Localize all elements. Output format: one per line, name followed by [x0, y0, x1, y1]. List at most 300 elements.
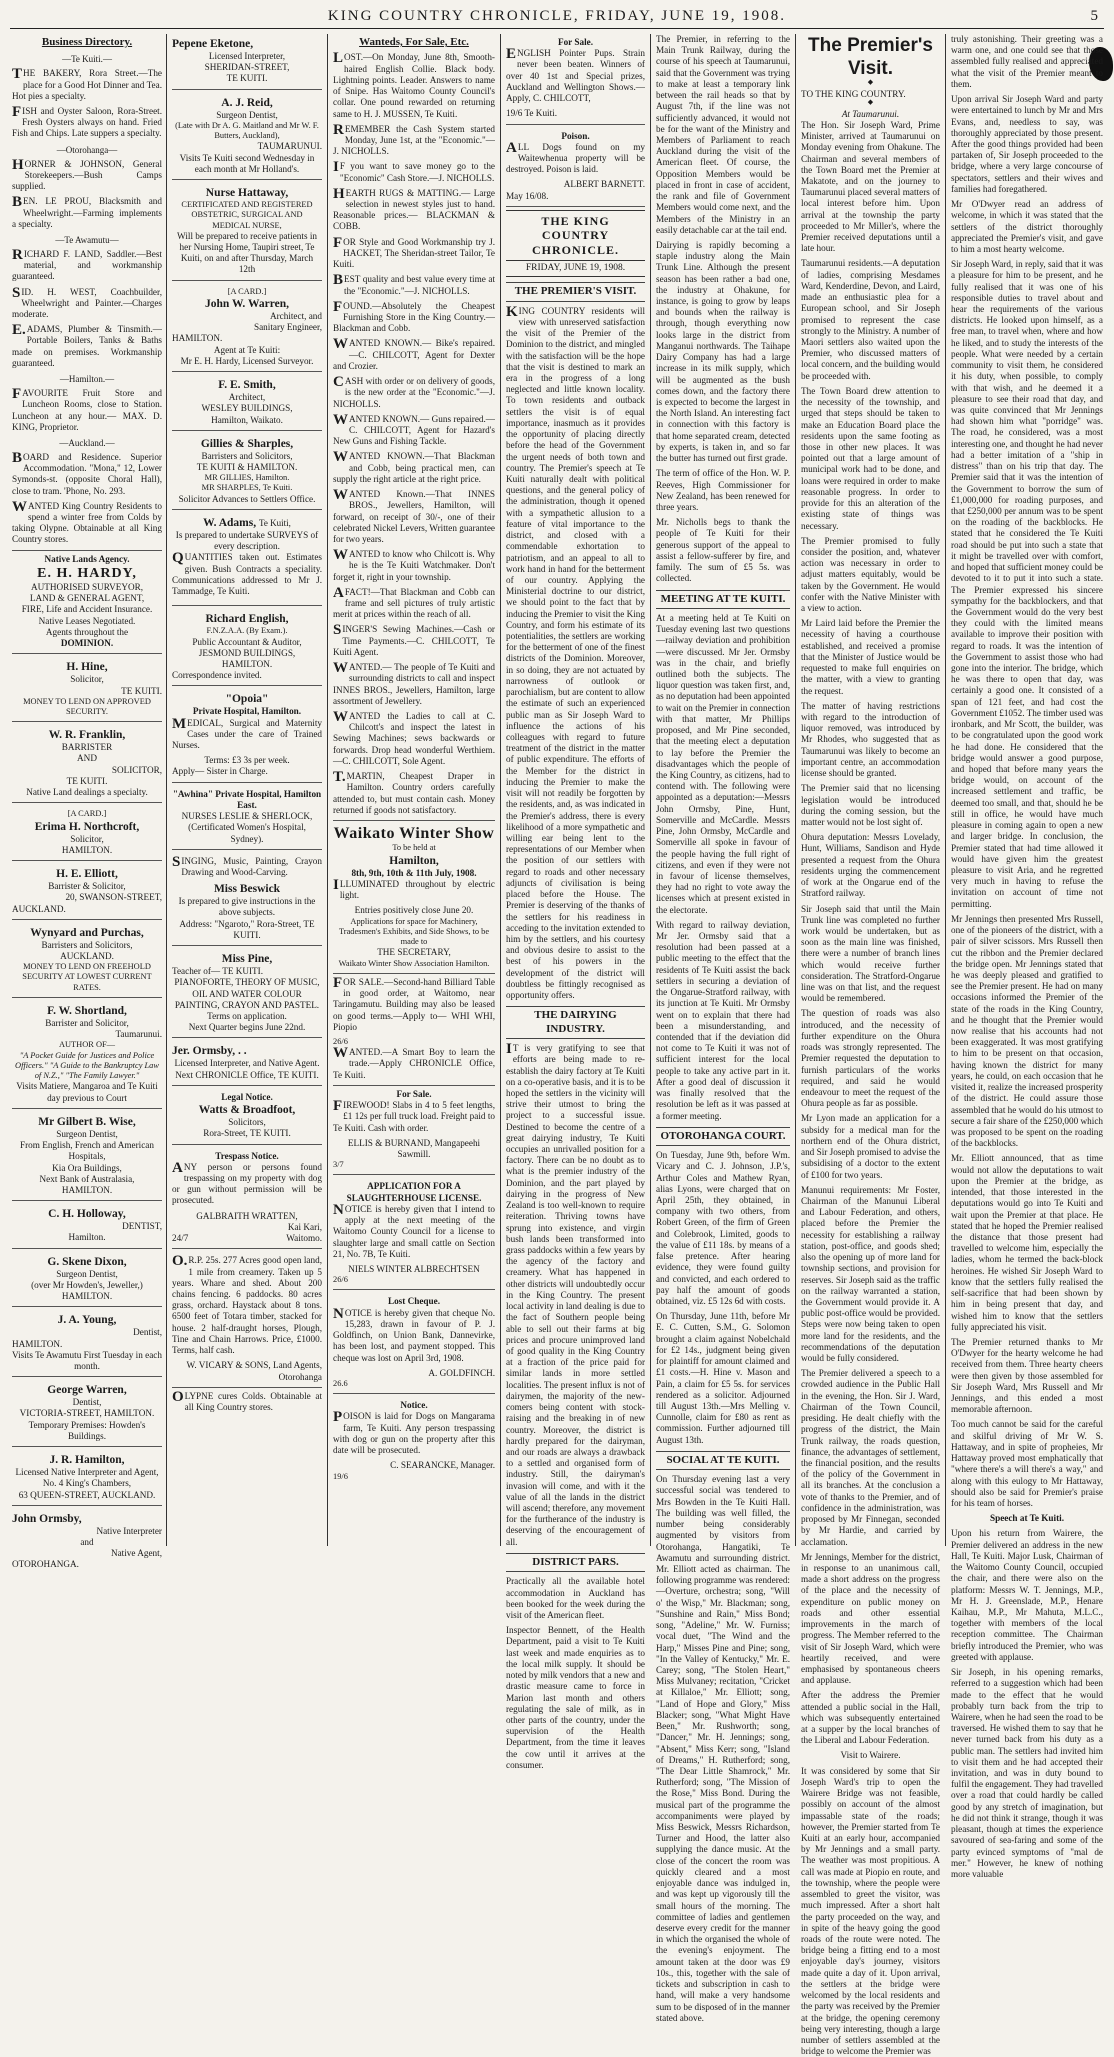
premiers-visit-subtitle: TO THE KING COUNTRY.	[801, 88, 906, 99]
masthead-rule	[10, 28, 1104, 29]
article-paragraph: Practically all the available hotel accommodation in Auckland has been booked for the week during the visit of the American fleet.	[506, 1576, 645, 1620]
ad-line: Sanitary Engineer,	[253, 322, 322, 333]
ad-line: Solicitor,	[70, 674, 104, 685]
ad-line: Hamilton,	[389, 854, 439, 867]
ad-line: Agents throughout the	[45, 626, 129, 637]
classified-ad: FOUND.—Absolutely the Cheapest Furnishing Store in the King Country.—Blackman and Cobb.	[333, 298, 495, 334]
subsection-heading: At Taumarunui.	[841, 108, 900, 119]
ad-name: H. Hine,	[66, 661, 108, 674]
ad-line: Applications for space for Machinery, Tradesmen's Exhibits, and Side Shows, to be made to	[338, 916, 490, 947]
ad-line: DOMINION.	[60, 638, 114, 649]
ad-holloway	[12, 1204, 162, 1248]
column-rule	[327, 34, 328, 1546]
ad-line: O.R.P. 25s. 277 Acres good open land, 1 mile from creamery. Taken up 5 years. Whare and shed. About 200 chains fencing. 6 paddocks. 80 acres grass, orchard. Haystack about 8 tons. 6500 feet of Totara timber, stacked for house. 2 half-draught horses, Plough, Tine and Chain Harrows. Price, £1000. Terms, half cash.	[172, 1253, 322, 1356]
article-paragraph: With regard to railway deviation, Mr Jer. Ormsby said that a resolution had been passed at a public meeting to the effect that the residents of Te Kuiti assist the back settlers in securing a deviation of the Ongarue-Stratford railway, with its junction at Te Kuiti. Mr Ormsby went on to explain that there had been a misunderstanding, and contended that if the deviation did not come to Te Kuiti it was not of sufficient interest for the local people to take any active part in it. After a good deal of discussion it was finally resolved that the resolution be left as it was passed at a former meeting.	[656, 919, 790, 1121]
ad-trespass	[172, 1148, 322, 1250]
ad-line: Kia Ora Buildings,	[52, 1162, 122, 1173]
ad-name: Pepene Eketone,	[172, 38, 254, 50]
ad-line: AUCKLAND.	[12, 903, 66, 914]
article-paragraph: The Town Board drew attention to the necessity of the township, and urged that steps should be taken to make an Education Board place the residents upon the same footing as those in other new places. It was pointed out that a large amount of municipal work had to be done, and loans were required in order to make reasonable progress. In order to provide for this an alteration of the existing state of things was necessary.	[801, 385, 940, 531]
article-paragraph: The term of office of the Hon. W. P. Reeves, High Commissioner for New Zealand, has been renewed for three years.	[656, 468, 790, 512]
editorial-heading: THE DAIRYING INDUSTRY.	[506, 1006, 645, 1039]
section-label: — Te Awamutu —	[12, 235, 162, 246]
ad-line: Next CHRONICLE Office, TE KUITI.	[175, 1069, 319, 1080]
ad-line: Visits Te Awamutu First Tuesday in each month.	[12, 1349, 162, 1371]
ad-line: HAMILTON.	[61, 1291, 113, 1302]
ad-line: TE KUITI.	[121, 685, 162, 696]
article-heading: OTOROHANGA COURT.	[656, 1127, 790, 1146]
ad-line: AUTHORISED SURVEYOR,	[30, 581, 144, 592]
classified-ad: REMEMBER the Cash System started Monday, June 1st, at the "Economic."—J. NICHOLLS.	[333, 121, 495, 157]
directory-entry: FAVOURITE Fruit Store and Luncheon Rooms, close to Station. Luncheon at any hour.— MAX. D. KING, Proprietor.	[12, 386, 162, 432]
ad-line: Native Agent,	[110, 1548, 162, 1559]
subsection-heading: Visit to Wairere.	[840, 1750, 901, 1761]
article-paragraph: The Hon. Sir Joseph Ward, Prime Minister, arrived at Taumarunui on Monday evening from Ohakune. The Chairman and several members of the Town Board met the Premier at Makatote, and on the journey to Taumarunui placed several matters of local interest before him. Upon arrival at the township the party proceeded to Mr Miller's, where the Premier received deputations until a late hour.	[801, 119, 940, 254]
ad-line: Barrister and Solicitor,	[45, 1017, 129, 1028]
ad-line: SINGING, Music, Painting, Crayon Drawing and Wood-Carving.	[172, 853, 322, 878]
article-paragraph: It was considered by some that Sir Joseph Ward's trip to open the Wairere Bridge was not feasible, possibly on account of the almost impassable state of the roads; however, the Premier started from Te Kuiti at an early hour, accompanied by Mr Jennings and a small party. The weather was most propitious. A call was made at Piopio en route, and the township, where the people were assembled to greet the visitor, was much impressed. After a short halt the party proceeded on the way, and in spite of the heavy going the good roads of the route were noted. The bridge being a fitting end to a most enjoyable day's journey, visitors made quite a day of it. Upon arrival, the settlers at the bridge were welcomed by the local residents and the party was received by the Premier at the bridge, the opening ceremony being very interesting, though a large number of settlers assembled at the bridge to welcome the Premier was	[801, 1765, 940, 2057]
ad-line: NURSES LESLIE & SHERLOCK,	[181, 811, 313, 822]
ad-line: "A Pocket Guide for Justices and Police Officers." "A Guide to the Bankruptcy Law of N.Z.," "The Family Lawyer."	[15, 1050, 159, 1081]
ad-date: 24/7	[172, 1233, 189, 1244]
premiers-visit-title: The Premier's Visit.	[808, 35, 933, 80]
ad-line: Dentist,	[72, 1397, 102, 1408]
ad-gillies-sharples	[172, 434, 322, 510]
ad-line: HAMILTON.	[172, 333, 223, 344]
ad-line: and	[80, 1536, 94, 1547]
section-label: — Auckland. —	[12, 438, 162, 449]
ad-lost-cheque	[333, 1293, 495, 1394]
ad-line: Mr E. H. Hardy, Licensed Surveyor.	[180, 355, 314, 366]
ad-line: Native Interpreter	[96, 1525, 162, 1536]
classified-ad: IF you want to save money go to the "Economic" Cash Store.—J. NICHOLLS.	[333, 159, 495, 183]
ad-pointer-pups	[506, 34, 645, 125]
ad-olypne: OLYPNE cures Colds. Obtainable at all King Country stores.	[172, 1388, 322, 1412]
ad-adams	[172, 513, 322, 606]
ad-line: W. VICARY & SONS, Land Agents, Otorohanga	[186, 1360, 322, 1382]
article-paragraph: At a meeting held at Te Kuiti on Tuesday evening last two questions—railway deviation and prohibition—were discussed. Mr Jer. Ormsby was in the chair, and briefly outlined both the subjects. The liquor question was taken first, and, as no deputation had been appointed to wait on the Premier in connection with that matter, Mr Phillips proposed, and Mr Pine seconded, that the meeting elect a deputation to lay before the Premier the disadvantages which the people of the King Country, as citizens, had to contend with. The following were appointed as a deputation:—Messrs John Ormsby, Pine, Hunt, Somerville and McCardle. Messrs Pine, John Ormsby, McCardle and Somerville all spoke in favour of the people having the full right of citizens, and even if they were not in favour of license themselves, they had no right to vote away the licenses which at present existed in the electorate.	[656, 612, 790, 915]
ad-line: Teacher of— TE KUITI.	[172, 966, 264, 977]
ad-poison-notice	[333, 1397, 495, 1486]
ad-heading: Lost Cheque.	[387, 1296, 441, 1307]
ad-line: THE SECRETARY,	[377, 947, 451, 958]
ad-line: Barristers and Solicitors,	[201, 450, 293, 461]
ad-line: Is prepared to give instructions in the above subjects.	[178, 896, 316, 918]
ad-name: Jer. Ormsby, . .	[172, 1045, 247, 1058]
ad-line: SOLICITOR,	[111, 764, 162, 775]
ad-franklin	[12, 725, 162, 803]
ad-line: AUTHOR OF—	[58, 1040, 116, 1050]
ad-line: 19/6 Te Kuiti.	[506, 108, 557, 119]
paper-name: THE KING COUNTRY CHRONICLE.	[506, 210, 645, 258]
ad-hardy	[12, 550, 162, 655]
ad-line: Hamilton, Waikato.	[211, 414, 283, 425]
ad-line: Native Land dealings a specialty.	[26, 787, 148, 798]
ad-line: Agent at Te Kuiti:	[213, 344, 281, 355]
ad-line: 20, SWANSON-STREET,	[65, 892, 162, 903]
ad-line: ALBERT BARNETT.	[563, 179, 645, 190]
column-rule	[166, 34, 167, 1546]
ad-line: NOTICE is hereby given that cheque No. 15,283, drawn in favour of P. J. Goldfinch, on Union Bank, Dannevirke, has been lost, and payment stopped. This cheque was lost on April 3rd, 1908.	[333, 1305, 495, 1363]
classified-ad: WANTED the Ladies to call at C. Chilcott's and inspect the latest in Sewing Machines; sews backwards or forwards. Drop head wonderful Werthiem.—C. CHILCOTT, Sole Agent.	[333, 709, 495, 766]
ad-date: 19/6	[333, 1471, 348, 1481]
ad-heading: Native Lands Agency.	[44, 553, 130, 564]
ad-line: AND	[77, 753, 97, 764]
column-editorial	[502, 34, 649, 1770]
ad-line: OTOROHANGA.	[12, 1559, 79, 1570]
column-premiers-visit	[797, 34, 944, 2057]
ad-line: 63 QUEEN-STREET, AUCKLAND.	[18, 1489, 156, 1500]
ad-line: FIREWOOD! Slabs in 4 to 5 feet lengths, £1 12s per full truck load. Freight paid to Te Kuiti. Cash with order.	[333, 1098, 495, 1133]
article-paragraph: Inspector Bennett, of the Health Department, paid a visit to Te Kuiti last week and made enquiries as to the local milk supply. It should be noted by milk vendors that a new and drastic measure came to force in Marion last month and others regulating the sale of milk, as in other parts of the country, under the supervision of the Health Department, from the time it leaves the cow until it arrives at the consumer.	[506, 1625, 645, 1770]
article-paragraph: The question of roads was also introduced, and the necessity of further expenditure on the Ohura roads was strongly represented. The Premier requested the deputation to furnish particulars of the works required, and said he would endeavour to meet the request of the Ohura people as far as possible.	[801, 1008, 940, 1109]
ad-slaughterhouse	[333, 1178, 495, 1290]
article-paragraph: Sir Joseph Ward, in reply, said that it was a pleasure for him to be present, and he fully realised that it was one of his responsible duties to travel about and hear the requirements of the various districts. He looked upon himself, as a free man, to travel when, where and how he liked, and to study the interests of the people. What were needed by a certain community to visit them, he considered it his duty, when possible, to comply with that wish, and he deemed it a pleasure to see their road that day, and was quite convinced that Mr Jennings had shown him what "porridge" was. The road, he considered, was a most interesting one, and thought he had never had a better imitation of a "ship in distress" than on his trip that day. The Premier said that it was the intention of the Government to borrow the sum of £1,000,000 for roading purposes, and that £250,000 per annum was to be spent on the roading of the backblocks. He stated that he considered the Te Kuiti road should be put into such a state that it might be travelled over with comfort, and hoped that sufficient money could be devoted to it to put it into such a state. The Premier expressed his sincere sympathy for the backblockers, and that the Government would do the very best they could with the limited means available to improve their position with regard to roads. It was the intention of the Government to assist those who had gone into the interior. The bridge, which he was there to open that day, was certainly a good one. It consisted of a span of 121 feet, and had cost the Government £1052. The timber used was ironbark, and Mr Scott, the builder, was to be congratulated upon the good work he had done. He considered that the bridge would answer a good purpose, and hoped that before many years the bridge would, on account of the increased settlement and traffic, be deemed too small, and that, should he be still in office, he would have much pleasure in coming again to open a new and larger bridge. In conclusion, the Premier stated that had time allowed it would have given him the greatest pleasure to visit Aria, and he regretted very much in having to refuse the invitation on account of time not permitting.	[951, 259, 1103, 909]
ad-line: SHERIDAN-STREET,	[204, 62, 290, 73]
ad-line: 8th, 9th, 10th & 11th July, 1908.	[351, 867, 477, 878]
directory-entry: THE BAKERY, Rora Street.—The place for a Good Hot Dinner and Tea. Hot pies a specialty.	[12, 66, 162, 101]
ad-line: Architect,	[228, 392, 266, 403]
ad-line: NOTICE is hereby given that I intend to apply at the next meeting of the Waitomo County Council for a license to slaughter large and small cattle on Section 21, No. 7B, Te Kuiti.	[333, 1201, 495, 1259]
section-label: — Hamilton. —	[12, 374, 162, 385]
directory-entry: RICHARD F. LAND, Saddler.—Best material, and workmanship guaranteed.	[12, 246, 162, 282]
column-news	[652, 34, 794, 2023]
divider-ornament: ◆	[867, 78, 874, 87]
ad-line: Solicitor Advances to Settlers Office.	[178, 493, 316, 504]
ad-line: Entries positively close June 20.	[354, 905, 474, 916]
ad-name: Miss Pine,	[221, 953, 273, 966]
article-paragraph: The Premier said that no licensing legislation would be introduced during the coming session, but the matter would not be lost sight of.	[801, 783, 940, 827]
ad-name	[172, 516, 322, 530]
ad-name: "Opoia"	[225, 693, 269, 706]
ad-line	[172, 1233, 322, 1244]
ad-line: FIRE, Life and Accident Insurance.	[21, 604, 153, 615]
ad-line: Terms: £3 3s per week.	[204, 755, 290, 766]
ad-line: Te Kuiti,	[258, 517, 291, 528]
classified-ad: WANTED Known.—That INNES BROS., Jewellers, Hamilton, will forward, on receipt of 30/-, one of their celebrated Nickel Levers, Written guarantee for two years.	[333, 487, 495, 544]
ad-line: Taumarunui.	[115, 1029, 162, 1040]
article-heading: MEETING AT TE KUITI.	[656, 590, 790, 609]
ad-george-warren	[12, 1380, 162, 1447]
ad-poison	[506, 128, 645, 207]
ad-line: Public Accountant & Auditor,	[192, 636, 302, 647]
article-paragraph: Dairying is rapidly becoming a staple industry along the Main Trunk Line. Although the present season has been rather a bad one, the industry at Ohakune, for instance, is going to grow by leaps and bounds when the railway is through, though everything now looks large in the district from Manganui northwards. The Taihape Dairy Company has had a large increase in its milk supply, which will be augmented as the bush comes down, and the factory there is expected to become the largest in the North Island. An interesting fact in connection with this factory is that home separated cream, detected by experts, is taken in, and so far the butter has turned out first grade.	[656, 239, 790, 464]
ad-line: WESLEY BUILDINGS,	[201, 403, 293, 414]
ad-hamilton	[12, 1450, 162, 1506]
ad-hattaway	[172, 183, 322, 281]
ad-heading: Poison.	[561, 130, 590, 141]
directory-entry: WANTED King Country Residents to spend a winter free from Colds by taking Olypne. Obtainable at all King Country stores.	[12, 498, 162, 545]
directory-entry: E.ADAMS, Plumber & Tinsmith.—Portable Boilers, Tanks & Baths made on premises. Workmanship guaranteed.	[12, 322, 162, 368]
ad-line: BARRISTER	[61, 742, 113, 753]
column-rule	[500, 34, 501, 1546]
article-paragraph: On Tuesday, June 9th, before Wm. Vicary and C. J. Johnson, J.P.'s, Arthur Coles and Mathew Ryan, alias Lyons, were charged that on April 25th, they obtained, in company with two others, from Robert Green, of the firm of Green and Colebrook, Limited, goods to the value of £11 18s. by means of a false pretence. After hearing evidence, they were found guilty and convicted, and each ordered to pay half the amount of goods obtained, viz. £5 12s 6d with costs.	[656, 1150, 790, 1306]
ad-line: CERTIFICATED AND REGISTERED OBSTETRIC, SURGICAL AND MEDICAL NURSE,	[181, 200, 313, 230]
ad-name: John W. Warren,	[205, 297, 289, 310]
ad-line: Solicitor,	[70, 833, 104, 844]
column-business-directory	[8, 34, 166, 1570]
ad-name: Nurse Hattaway,	[205, 187, 289, 200]
classified-ad: WANTED KNOWN.—That Blackman and Cobb, being practical men, can supply the right article at the right price.	[333, 449, 495, 484]
ad-name: Mr Gilbert B. Wise,	[38, 1115, 136, 1128]
ad-firewood	[333, 1085, 495, 1176]
ad-line: TE KUITI & HAMILTON.	[196, 461, 298, 472]
column-rule	[945, 34, 946, 1546]
classified-ad: WANTED KNOWN.— Bike's repaired.—C. CHILCOTT, Agent for Dexter and Crozier.	[333, 336, 495, 371]
ad-line: C. SEARANCKE, Manager.	[390, 1460, 495, 1471]
article-heading: SOCIAL AT TE KUITI.	[656, 1451, 790, 1470]
article-paragraph: The Premier delivered a speech to a crowded audience in the Public Hall in the evening, the Hon. Sir J. Ward, Chairman of the Town Council, presiding. He dealt chiefly with the progress of the district, the Main Trunk railway, the roads question, finance, the advantages of settlement, the financial position, and the results of the policy of the Government in all its branches. At the conclusion a vote of thanks to the Premier, and of confidence in the administration, was proposed by Mr Finnegan, seconded by Mr Hardie, and carried by acclamation.	[801, 1368, 940, 1547]
ad-dixon	[12, 1252, 162, 1308]
ad-line: Private Hospital, Hamilton.	[192, 706, 302, 717]
ad-line: HAMILTON.	[221, 658, 273, 669]
article-paragraph: Mr. Nicholls begs to thank the people of Te Kuiti for their generous support of the appeal to assist a fellow-sufferer by fire, and family. The sum of £5 5s. was collected.	[656, 517, 790, 584]
ad-line: To be held at	[392, 843, 436, 853]
article-paragraph: Ohura deputation: Messrs Lovelady, Hunt, Williams, Sandison and Hyde presented a request from the Ohura residents urging the commencement of work at the Ongarue end of the Stratford railway.	[801, 832, 940, 899]
ad-line: [A CARD.]	[227, 286, 267, 296]
ad-line: Licensed Interpreter,	[208, 51, 286, 62]
ad-name: F. E. Smith,	[218, 379, 276, 392]
article-paragraph: Mr. Elliott announced, that as time would not allow the deputations to wait upon the Premier at the bridge, as intended, that those interested in the deputations would go into Te Kuiti and wait upon the Premier at that place. He stated that he hoped the Premier realised the distance that those present had travelled to welcome him, especially the ladies, whom he termed the back-block heroines. He wished Sir Joseph Ward to know that the settlers fully realised the self-sacrifice that had been shown by him in being present that day, and wished him to know that the settlers fully appreciated his visit.	[951, 1153, 1103, 1332]
ad-name: Erima H. Northcroft,	[34, 820, 140, 833]
article-paragraph: The Premier promised to fully consider the position, and, whatever action was necessary in order to adjust matters equitably, would be taken by the Government. He would confer with the Native Minister with a view to action.	[801, 535, 940, 614]
article-paragraph: Upon his return from Wairere, the Premier delivered an address in the new Hall, Te Kuiti. Major Lusk, Chairman of the Waitomo County Council, occupied the chair, and there were also on the platform: Messrs W. T. Jennings, M.P., Mr H. J. Greenslade, M.P., Henare Kaihau, M.P., Mr Mahuta, M.L.C., together with members of the local reception committee. The Chairman briefly introduced the Premier, who was greeted with applause.	[951, 1528, 1103, 1662]
ad-line: MEDICAL, Surgical and Maternity Cases under the care of Trained Nurses.	[172, 715, 322, 751]
article-paragraph: The matter of having restrictions with regard to the introduction of liquor removed, was introduced by Mr Rhodes, who suggested that as Taumarunui was likely to become an important centre, an accommodation license should be granted.	[801, 700, 940, 779]
ad-line: Terms on application.	[207, 1011, 287, 1022]
article-paragraph: Mr Lyon made an application for a subsidy for a medical man for the northern end of the Ohura district, and Sir Joseph promised to advise the subsidising of a doctor to the extent of £100 for two years.	[801, 1113, 940, 1180]
ad-line: Apply— Sister in Charge.	[172, 766, 268, 777]
page-number: 5	[1090, 8, 1100, 24]
classified-ad: LOST.—On Monday, June 8th, Smooth-haired English Collie. Black body. Lightning points. Leader. Answers to name of Snipe. Has Waitomo County Council's collar. One pound rewarded on returning same to H. J. MUSSEN, Te Kuiti.	[333, 50, 495, 119]
directory-entry: BEN. LE PROU, Blacksmith and Wheelwright.—Farming implements a specialty.	[12, 194, 162, 229]
editorial-dateline: FRIDAY, JUNE 19, 1908.	[506, 260, 645, 278]
ad-english	[172, 609, 322, 686]
ad-line: [A CARD.]	[67, 809, 107, 819]
ad-name: G. Skene Dixon,	[47, 1255, 127, 1268]
ad-jer-ormsby	[172, 1041, 322, 1085]
ad-date: 26/6	[333, 1275, 348, 1285]
ad-line: Next Bank of Australasia,	[39, 1173, 135, 1184]
ad-line: Surgeon Dentist,	[56, 1128, 118, 1139]
article-paragraph: Mr Jennings then presented Mrs Russell, one of the pioneers of the district, with a pair of silver scissors. Mrs Russell then cut the ribbon and the Premier declared the bridge open. Mr Jennings stated that he was deeply pleased and gratified to see the Premier present. He had on many occasions informed the Premier of the state of the roads in the King Country, and he thought that the Premier would now realise that his accounts had not been exaggerated. It was most gratifying to him to be present on that occasion, having known the district for many years, he could, on each occasion that he visited it, realize the increased prosperity of the district. He could assure those assembled that he would do his utmost to secure a fair share of the £250,000 which was proposed to be spent on the roading of the backblocks.	[951, 913, 1103, 1149]
column-premiers-visit-cont	[947, 34, 1107, 1879]
ad-line: ENGLISH Pointer Pups. Strain never been beaten. Winners of over 40 1st and Special prizes, Auckland and Wellington Shows.—Apply, C. CHILCOTT,	[506, 46, 645, 104]
classified-ad: SINGER'S Sewing Machines.—Cash or Time Payments.—C. CHILCOTT, Te Kuiti Agent.	[333, 622, 495, 657]
ad-line: ILLUMINATED throughout by electric light.	[333, 876, 495, 901]
ad-date: May 16/08.	[506, 190, 549, 201]
ad-name: John Ormsby,	[12, 1512, 82, 1525]
ad-reid	[172, 93, 322, 180]
ad-name: Gillies & Sharples,	[200, 437, 294, 450]
article-paragraph: Mr Laird laid before the Premier the necessity of having a courthouse established, and received a promise that the Minister of Justice would be requested to make full enquiries on the matter, with a view to granting the request.	[801, 618, 940, 696]
ad-line: Will be prepared to receive patients in her Nursing Home, Taupiri street, Te Kuiti, on and after Thursday, March 12th	[177, 230, 317, 275]
ad-line: GALBRAITH WRATTEN,	[196, 1210, 298, 1221]
ad-line: A. GOLDFINCH.	[428, 1367, 495, 1378]
directory-entry: BOARD and Residence. Superior Accommodation. "Mona," 12, Lower Symonds-st. (opposite Choral Hall), close to tram. 'Phone, No. 293.	[12, 449, 162, 496]
ad-line: Waitomo.	[286, 1233, 322, 1244]
classified-ad: BEST quality and best value every time at the "Economic."—J. NICHOLLS.	[333, 272, 495, 296]
column-rule	[650, 34, 651, 1546]
section-heading: DISTRICT PARS.	[506, 1553, 645, 1572]
ad-line: Hamilton.	[68, 1232, 106, 1243]
ad-line: Native Leases Negotiated.	[38, 615, 136, 626]
divider-ornament: ◆	[867, 98, 874, 107]
ad-line: (over Mr Howden's, Jeweller,)	[31, 1279, 143, 1290]
article-paragraph: The Premier returned thanks to Mr O'Dwyer for the hearty welcome he had received from them. Three hearty cheers were then given by those assembled for Sir Joseph Ward, Mrs Russell and Mr Jennings, and this ended a most memorable afternoon.	[951, 1336, 1103, 1415]
ad-line: F.N.Z.A.A. (By Exam.).	[206, 626, 288, 636]
masthead-title: KING COUNTRY CHRONICLE, FRIDAY, JUNE 19, 1908.	[327, 8, 787, 24]
ad-line: TE KUITI.	[66, 775, 108, 786]
classified-ad: FOR SALE.—Second-hand Billiard Table in good order, at Waitomo, near Taringamutu. Building may also be leased on good terms.—Apply to— WHI WHI, Piopio	[333, 974, 495, 1032]
ad-wise	[12, 1112, 162, 1201]
ad-line: Correspondence invited.	[172, 670, 262, 681]
ad-line: HAMILTON.	[61, 844, 113, 855]
classified-ad: WANTED to know who Chilcott is. Why he is the Te Kuiti Watchmaker. Don't forget it, right in your township.	[333, 547, 495, 582]
ad-date: 3/7	[333, 1160, 344, 1170]
article-paragraph: Mr O'Dwyer read an address of welcome, in which it was stated that the settlers of the district thoroughly appreciated the Premier's visit, and gave to him a most hearty welcome.	[951, 199, 1103, 254]
ad-name: Wynyard and Purchas,	[30, 926, 144, 939]
directory-entry: SID. H. WEST, Coachbuilder, Wheelwright and Painter.—Charges moderate.	[12, 284, 162, 320]
article-paragraph: The Premier, in referring to the Main Trunk Railway, during the course of his speech at Taumarunui, said that the Government was trying to make at least a temporary link between the rail heads so that by August 7th, if the line was not sufficiently advanced, it would not be for the want of the Ministry and Members of Parliament to reach Auckland during the visit of the American fleet. Of course, the Opposition Members would be placed in front in case of accident, the rank and file of Government Members would come next, and the Members of the Ministry in an easily detachable car at the tail end.	[656, 34, 790, 235]
ad-name: George Warren,	[47, 1384, 127, 1397]
classified-ad: AFACT!—That Blackman and Cobb can frame and sell pictures of truly artistic merit at prices within the reach of all.	[333, 584, 495, 620]
ad-line: VICTORIA-STREET, HAMILTON.	[19, 1408, 155, 1419]
editorial-text: KING COUNTRY residents will view with unreserved satisfaction the visit of the Premier of the Dominion to the district, and mingled with the satisfaction will be the hope that the visit is destined to mark an era in the progress of a long neglected and little known locality. To town residents and outback settlers the visit is of equal importance, inasmuch as it provides the opportunity of placing directly before the head of the Government the urgent needs of both town and country. The Premier's speech at Te Kuiti naturally dealt with political questions, and the general policy of the administration, though it opened with a sympathetic allusion to a feature of vital importance to the district, and closed with a commendable exhortation to patriotism, and an appeal to all to work hand in hand for the betterment of our country. Applying the Ministerial doctrine to our district, we should point to the fact that by inducing the Premier to visit the King Country, and form his estimate of its potentialities, the settlers are working for the betterment of one of the finest districts of the Dominion. Moreover, in so doing, they are not actuated by narrowness of outlook or parochialism, but are content to allow the estimate of such an experienced public man as Sir Joseph Ward to influence the actions of his colleagues with regard to future treatment of the district in the matter of public expenditure. The efforts of the Member for the district in inducing the Premier to make the visit will not readily be forgotten by the residents, and, as was indicated in the Premier's address, there is every likelihood of a more sympathetic and willing ear being lent to the representations of our Member when the position of our settlers with regard to roads and other necessary adjuncts of civilisation is being placed before the House. The Premier is deserving of the thanks of the settlers for his readiness in acceding to the invitation extended to him by the settlers, and his courtesy and obvious desire to assist to the best of his powers in the development of the district will doubtless be fittingly recognised as opportunity offers.	[506, 303, 645, 1001]
ad-line: JESMOND BUILDINGS,	[198, 647, 296, 658]
ad-name: A. J. Reid,	[221, 96, 273, 109]
article-paragraph: On Thursday evening last a very successful social was tendered to Mrs Bowden in the Te Kuiti Hall. The building was well filled, the number being considerably augmented by visitors from Otorohanga, Hangatiki, Te Awamutu and surrounding district. Mr. Elliott acted as chairman. The following programme was rendered:—Overture, orchestra; song, "Will o' the Wisp," Mr. Blackman; song, "Sunshine and Rain," Miss Bond; song, "Adeline," Mr. W. Furniss; vocal duet, "The Wind and the Harp," Misses Pine and Pine; song, "In the Valley of Kentucky," Mr. E. Carey; song, "The Stolen Heart," Miss Mulvaney; recitation, "Cricket at Killaloe," Mr. Elliott; song, "Land of Hope and Glory," Miss Blacker; song, "What Might Have Been," Mr. Rushworth; song, "Dancer," Mr. H. Jennings; song, "Absent," Miss Kerr; song, "Island of Dreams," H. Rutherford; song, "The Dear Little Shamrock," Mr. Rutherford; song, "The Mission of the Rose," Miss Bond. During the musical part of the programme the accompaniments were played by Miss Beswick, Messrs Richardson, Turner and Hood, the latter also supplying the dance music. At the close of the concert the room was quickly cleared and a most enjoyable dance was indulged in, and was kept up vigorously till the small hours of the morning. The committee of ladies and gentlemen deserve every credit for the manner in which the organised the whole of the evening's enjoyment. The amount taken at the door was £9 10s., this, together with the sale of tickets and subscription in cash to hand, will make a very handsome sum to be disposed of in the manner stated above.	[656, 1474, 790, 2023]
ad-line: Surgeon Dentist,	[216, 109, 278, 120]
ad-line: Dentist,	[133, 1327, 162, 1338]
ad-smith	[172, 375, 322, 431]
ad-line: Visits Te Kuiti second Wednesday in each month at Mr Holland's.	[179, 152, 315, 174]
classified-ad: WANTED KNOWN.— Guns repaired.—C. CHILCOTT, Agent for Hazard's New Guns and Fishing Tackle.	[333, 411, 495, 447]
ad-heading: For Sale.	[396, 1088, 432, 1099]
ad-line: Surgeon Dentist,	[56, 1268, 118, 1279]
ad-line: ANY person or persons found trespassing on my property with dog or gun without permission will be prosecuted.	[172, 1159, 322, 1206]
ad-line: DENTIST,	[122, 1221, 162, 1232]
ad-line: Barristers and Solicitors,	[41, 939, 133, 950]
ad-line: HAMILTON.	[12, 1338, 63, 1349]
classified-ad: FOR Style and Good Workmanship try J. HACKET, The Sheridan-street Tailor, Te Kuiti.	[333, 234, 495, 270]
column-professional-ads	[168, 34, 326, 1544]
ad-name: H. E. Elliott,	[56, 868, 118, 881]
ad-line: MR GILLIES, Hamilton.	[204, 473, 290, 483]
ad-watts-broadfoot	[172, 1089, 322, 1145]
ad-heading: APPLICATION FOR A SLAUGHTERHOUSE LICENSE.	[346, 1181, 482, 1203]
article-paragraph: Upon arrival Sir Joseph Ward and party were entertained to lunch by Mr and Mrs Evans, and, needless to say, was thoroughly appreciated by those present. After the good things provided had been partaken of, Sir Joseph proceeded to the bridge, where a very large concourse of spectators, settlers and their wives and families had foregathered.	[951, 94, 1103, 194]
ad-line: PIANOFORTE, THEORY OF MUSIC, OIL AND WATER COLOUR PAINTING, CRAYON AND PASTEL.	[174, 977, 320, 1010]
ad-line: MR SHARPLES, Te Kuiti.	[201, 483, 293, 493]
classified-ad: WANTED.—A Smart Boy to learn the trade.—Apply CHRONICLE Office, Te Kuiti.	[333, 1045, 495, 1080]
article-paragraph: Taumarunui residents.—A deputation of ladies, comprising Mesdames Ward, Kenderdine, Devon, and Laird, made an enthusiastic plea for a European school, and Sir Joseph promised to represent the case strongly to the Ministry. A number of Maori settlers also waited upon the Premier, who discussed matters of local concern, and the building would be proceeded with.	[801, 258, 940, 381]
ad-line: Next Quarter begins June 22nd.	[188, 1022, 306, 1033]
ad-line: Is prepared to undertake SURVEYS of every description.	[175, 529, 319, 552]
ad-line: POISON is laid for Dogs on Mangarama farm, Te Kuiti. Any person trespassing with dog or gun on the property after this date will be prosecuted.	[333, 1409, 495, 1456]
ad-pepene	[172, 34, 322, 90]
article-paragraph: After the address the Premier attended a public social in the Hall, which was subsequently entertained at a supper by the local branches of the Liberal and Labour Federation.	[801, 1690, 940, 1746]
ad-line: Rora-Street, TE KUITI.	[203, 1128, 291, 1139]
section-label: — Te Kuiti. —	[12, 54, 162, 65]
article-paragraph: On Thursday, June 11th, before Mr E. C. Cutten, S.M., G. Solomon brought a claim against Nobelchald for £2 14s., judgment being given for plaintiff for amount claimed and £1 costs.—H. Hine v. Mason and Pain, a claim for £5 5s. for services rendered as a solicitor. Adjourned till August 13th.—Mrs Melling v. Cunnolle, claim for £80 as rent as commission. Further adjourned till August 13th.	[656, 1311, 790, 1445]
ad-elliott	[12, 864, 162, 920]
ad-line: ALL Dogs found on my Waitewhenua property will be destroyed. Poison is laid.	[506, 139, 645, 175]
ad-line: Temporary Premises: Howden's Buildings.	[28, 1419, 146, 1441]
ad-line: Barrister & Solicitor,	[48, 881, 126, 892]
ad-northcroft	[12, 806, 162, 861]
ad-line: (Certificated Women's Hospital, Sydney).	[188, 822, 306, 844]
ad-pine	[172, 949, 322, 1038]
ad-name: Richard English,	[205, 613, 289, 626]
ad-young	[12, 1310, 162, 1377]
ad-name: C. H. Holloway,	[48, 1208, 126, 1221]
ad-name: W. R. Franklin,	[48, 729, 126, 742]
editorial-text: IT is very gratifying to see that efforts are being made to re-establish the dairy factory at Te Kuiti on a co-operative basis, and it is to be hoped the settlers in the vicinity will strive their utmost to bring the project to a successful issue. Destined to become the centre of a great dairying industry, Te Kuiti occupies an unrivalled position for a factory. There can be no doubt as to what is the premier industry of the Dominion, and the part played by dairying in the progress of New Zealand is too well-known to require reiteration. Thriving towns have sprung into existence, and virgin bush lands been transformed into grass paddocks within a few years by the agency of the factory and creamery. What has happened in other districts will undoubtedly occur in the King Country. The present local activity in land dealing is due to the fact of Southern people being able to sell out their farms at big prices and procure unimproved land of good quality in the King Country at a fraction of the price paid for similar lands in more settled localities. The present influx is not of dairymen, the majority of the new-comers being content with stock-raising and the breaking in of new country. Moreover, the district is hardly prepared for the dairyman, and our roads are always a drawback to a settled and organised form of industry. Still, the dairyman's invasion will come, and with it the value of all the lands in the district will ascend; therefore, any movement for the furtherance of the industry is deserving of the encouragement of all.	[506, 1041, 645, 1547]
article-paragraph: truly astonishing. Their greeting was a warm one, and one could see that those assembled fully realised and appreciated what the visit of the Premier meant to them.	[951, 34, 1103, 89]
ad-shortland	[12, 1001, 162, 1109]
article-paragraph: Too much cannot be said for the careful and skilful driving of Mr W. S. Hattaway, and in spite of propheies, Mr Hattaway proved most emphatically that "where there's a will there's a way," and along with this eulogy to Mr Hattaway, should also be said for Premier's praise for his team of horses.	[951, 1419, 1103, 1508]
article-paragraph: Mr Jennings, Member for the district, in response to an unanimous call, made a short address on the progress of the place and the necessity of expenditure on public money on roads and other essential improvements in the march of progress. The Member referred to the visit of Sir Joseph Ward, which were heartily received, and were emphasised by spontaneous cheers and applause.	[801, 1551, 940, 1686]
ad-heading: Notice.	[400, 1400, 428, 1411]
ad-line: Visits Matiere, Mangaroa and Te Kuiti day previous to Court	[16, 1081, 158, 1103]
column-wanteds	[329, 34, 499, 1544]
ad-line: TE KUITI.	[226, 73, 268, 84]
classified-ad: CASH with order or on delivery of goods, is the new order at the "Economic."—J. NICHOLLS.	[333, 374, 495, 409]
ad-line: HAMILTON.	[61, 1184, 113, 1195]
ad-line: Kai Kari,	[287, 1221, 322, 1232]
ad-heading: For Sale.	[557, 37, 594, 47]
ad-orp	[172, 1252, 322, 1387]
ad-name: J. A. Young,	[57, 1314, 117, 1327]
ad-name: Miss Beswick	[213, 883, 281, 896]
ad-heading: Trespass Notice.	[215, 1150, 279, 1161]
show-title: Waikato Winter Show	[333, 824, 495, 842]
business-directory-heading: Business Directory.	[41, 36, 133, 48]
article-paragraph: Sir Joseph, in his opening remarks, referred to a suggestion which had been made to the effect that he would probably turn back from the trip to Wairere, when he had seen the road to be traversed. He wished them to say that he never turned back from his duty as a public man. The settlers had invited him to visit them and he had accepted their invitation, and was in duty bound to fulfil the engagement. They had travelled over a road that could hardly be called good by any stretch of imagination, but he did not think it strange, though it was pleasant, though at times the experience savoured of sea-faring and some of the party evinced symptoms of "mal de mer." However, he knew of nothing more valuable	[951, 1667, 1103, 1879]
editorial-heading: THE PREMIER'S VISIT.	[506, 282, 645, 301]
ad-hine	[12, 657, 162, 722]
ad-line: (Late with Dr A. G. Maitland and Mr W. F. Butters, Auckland),	[175, 120, 319, 141]
ad-line: Waikato Winter Show Association Hamilton.	[338, 958, 490, 968]
ad-line: Architect, and	[269, 310, 322, 321]
article-paragraph: Manunui requirements: Mr Foster, Chairman of the Manunui Liberal and Labour Federation, and others, placed before the Premier the necessity for establishing a railway station, post-office, and goods shed; also the opening up of more land for township sections, and provision for reserves. Sir Joseph said as the traffic on the railway warranted a station, the Government would provide it. A public post-office would be provided. Steps were now being taken to open more land for the residents, and the recommendations of the deputation would be fully considered.	[801, 1184, 940, 1364]
ad-wynyard	[12, 923, 162, 998]
ad-winter-show	[333, 820, 495, 974]
classified-ad: HEARTH RUGS & MATTING.— Large selection in newest styles just to hand. Reasonable prices.— BLACKMAN & COBB.	[333, 185, 495, 232]
ad-name: Watts & Broadfoot,	[198, 1104, 296, 1117]
ad-john-warren	[172, 284, 322, 372]
directory-entry: FISH and Oyster Saloon, Rora-Street. Fresh Oysters always on hand. Fried Fish and Chips. Late suppers a specialty.	[12, 104, 162, 139]
ad-opoia	[172, 689, 322, 782]
ad-john-ormsby	[12, 1509, 162, 1575]
article-paragraph: Sir Joseph said that until the Main Trunk line was completed no further work would be undertaken, but as soon as the main line was finished, there were a number of branch lines which would receive further consideration. The Stratford-Ongarue line was on that list, and the request would be remembered.	[801, 903, 940, 1004]
wanteds-heading: Wanteds, For Sale, Etc.	[359, 36, 469, 48]
ad-line: Solicitors,	[228, 1117, 266, 1128]
classified-ad: T.MARTIN, Cheapest Draper in Hamilton. Country orders carefully attended to, but must contain cash. Money returned if goods not satisfactory.	[333, 769, 495, 815]
section-label: — Otorohanga —	[12, 145, 162, 156]
classified-ad: WANTED.— The people of Te Kuiti and surrounding districts to call and inspect INNES BROS., Jewellers, Hamilton, large assortment of Jewellery.	[333, 660, 495, 706]
masthead	[0, 8, 1114, 25]
ad-line: Licensed Interpreter, and Native Agent.	[174, 1058, 320, 1069]
ad-name-text: W. Adams,	[203, 516, 257, 529]
ad-date: 26/6	[333, 1036, 348, 1046]
subsection-heading: Speech at Te Kuiti.	[989, 1513, 1065, 1524]
ad-heading: Legal Notice.	[221, 1091, 273, 1102]
directory-entry: HORNER & JOHNSON, General Storekeepers.—Bush Camps supplied.	[12, 156, 162, 192]
ad-name: F. W. Shortland,	[47, 1004, 127, 1017]
ad-name: J. R. Hamilton,	[49, 1454, 125, 1467]
